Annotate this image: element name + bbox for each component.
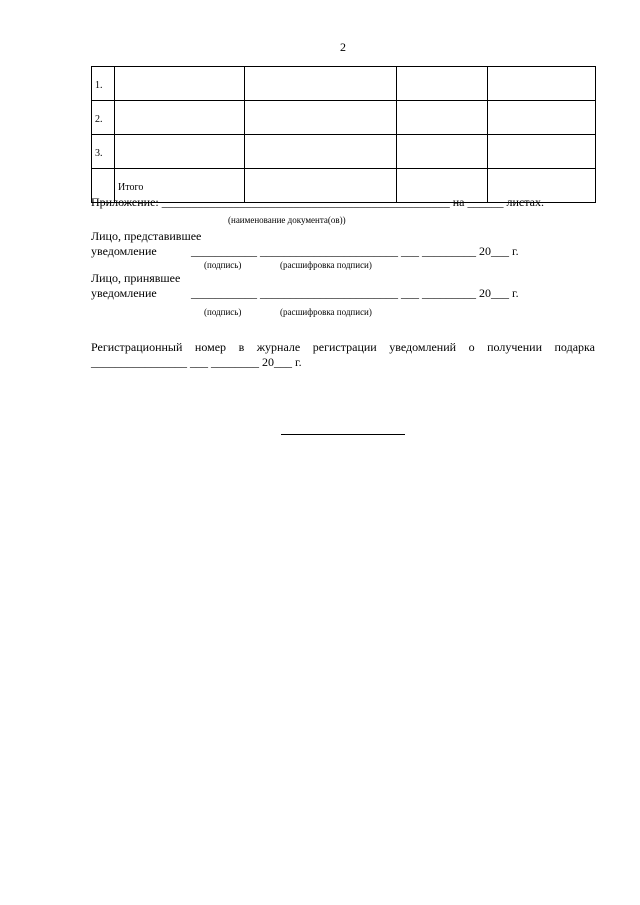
- table-cell: [115, 67, 245, 101]
- gift-table: [91, 66, 596, 203]
- row-number: 1.: [92, 67, 115, 101]
- registration-text: Регистрационный номер в журнале регистрации уведомлений о получении подарка: [91, 340, 595, 354]
- table-cell: [488, 101, 596, 135]
- table-row: [92, 101, 596, 135]
- submitter-label-cont: уведомление: [91, 244, 157, 258]
- table-cell: [245, 135, 397, 169]
- table-cell: [397, 67, 488, 101]
- table-row: [92, 135, 596, 169]
- registration-date-line: ________________ ___ ________ 20___ г.: [91, 355, 302, 369]
- table-row: [92, 67, 596, 101]
- receiver-caption-decode: (расшифровка подписи): [280, 307, 372, 317]
- page-number: 2: [340, 40, 346, 54]
- table-cell: [115, 101, 245, 135]
- row-number: 2.: [92, 101, 115, 135]
- attachment-caption: (наименование документа(ов)): [228, 215, 346, 225]
- table-cell: [397, 101, 488, 135]
- table-cell: [115, 135, 245, 169]
- total-label: Итого: [115, 169, 245, 203]
- receiver-label: Лицо, принявшее: [91, 271, 181, 285]
- receiver-label-cont: уведомление: [91, 286, 157, 300]
- receiver-signature-fields: ___________ _______________________ ___ _________ 20___ г.: [191, 286, 519, 300]
- end-divider: [281, 434, 405, 435]
- row-number: 3.: [92, 135, 115, 169]
- receiver-caption-signature: (подпись): [204, 307, 242, 317]
- submitter-caption-signature: (подпись): [204, 260, 242, 270]
- table-cell: [397, 135, 488, 169]
- table-cell: [488, 67, 596, 101]
- table-cell: [245, 101, 397, 135]
- submitter-signature-fields: ___________ _______________________ ___ _________ 20___ г.: [191, 244, 519, 258]
- submitter-caption-decode: (расшифровка подписи): [280, 260, 372, 270]
- table-cell: [245, 67, 397, 101]
- table-cell: [488, 135, 596, 169]
- submitter-label: Лицо, представившее: [91, 229, 202, 243]
- attachment-line: Приложение: ________________________________________________ на ______ листах.: [91, 195, 544, 209]
